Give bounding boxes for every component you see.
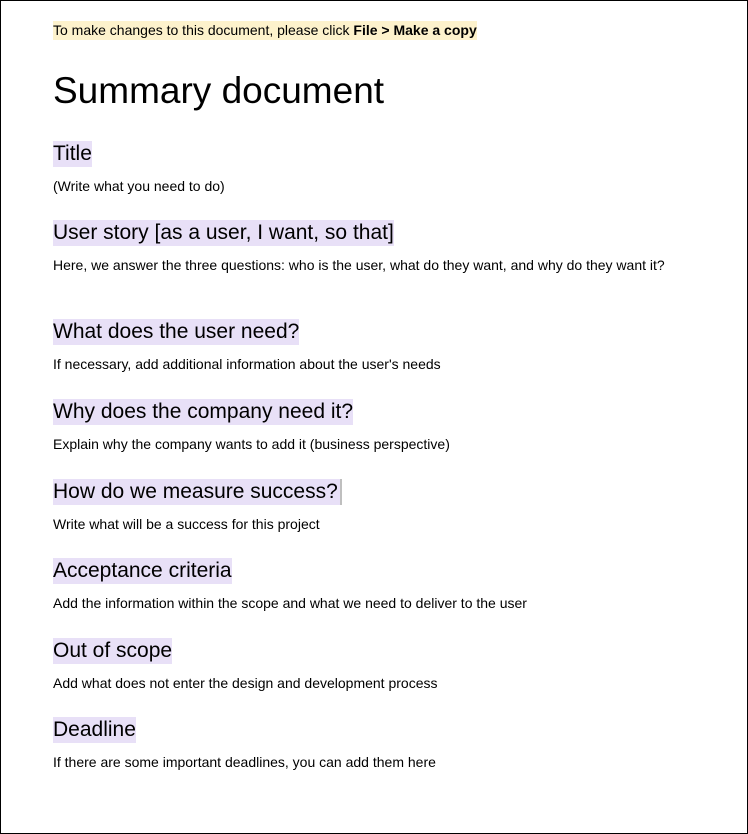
copy-notice [53,21,477,40]
section-heading[interactable]: Out of scope [53,639,173,662]
section-acceptance-criteria [53,558,693,613]
section-deadline [53,717,693,772]
section-body[interactable]: Add the information within the scope and what we need to deliver to the user [53,595,527,611]
section-body[interactable]: Explain why the company wants to add it (business perspective) [53,436,450,452]
section-heading[interactable]: Deadline [53,718,136,741]
section-heading[interactable]: Acceptance criteria [53,559,232,582]
copy-notice-text: To make changes to this document, please click [53,22,354,38]
section-heading[interactable]: User story [as a user, I want, so that] [53,221,394,244]
section-body[interactable]: If there are some important deadlines, you can add them here [53,754,436,770]
section-user-need [53,319,693,374]
section-body[interactable]: (Write what you need to do) [53,178,225,194]
section-user-story [53,220,693,275]
section-heading[interactable]: How do we measure success? [53,479,342,505]
section-body[interactable]: If necessary, add additional information about the user's needs [53,356,441,372]
section-heading[interactable]: What does the user need? [53,320,300,343]
section-company-need [53,399,693,454]
section-heading[interactable]: Title [53,142,92,165]
section-body[interactable]: Write what will be a success for this project [53,516,320,532]
section-out-of-scope [53,638,693,693]
section-title [53,141,693,196]
section-heading[interactable]: Why does the company need it? [53,400,354,423]
document-title: Summary document [53,70,385,111]
make-a-copy-instruction: File > Make a copy [353,22,477,38]
section-success-measure [53,479,693,534]
section-body[interactable]: Add what does not enter the design and development process [53,675,438,691]
section-body[interactable]: Here, we answer the three questions: who is the user, what do they want, and why do they want it? [53,257,665,273]
